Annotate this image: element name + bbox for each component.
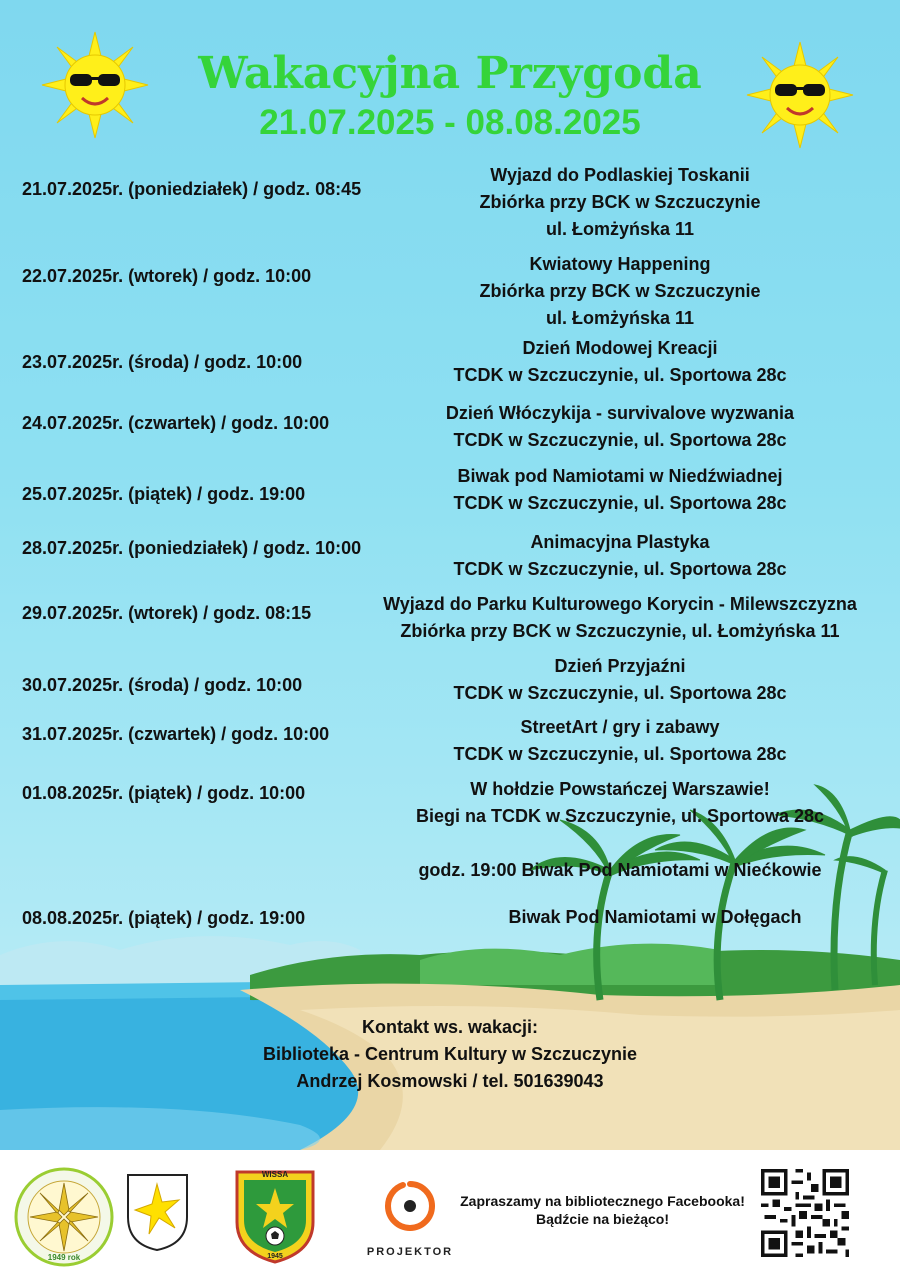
star-crest-icon (125, 1172, 190, 1252)
football-crest-icon (232, 1166, 318, 1264)
event-date: 22.07.2025r. (wtorek) / godz. 10:00 (22, 266, 312, 286)
event-description: Biwak Pod Namiotami w Dołęgach (508, 907, 802, 927)
contact-heading: Kontakt ws. wakacji: (361, 1017, 539, 1037)
event-description: W hołdzie Powstańczej Warszawie! Biegi na TCDK w Szczuczynie, ul. Sportowa 28c godz. 19:00 Biwak Pod Namiotami w Niećkowie (415, 779, 825, 880)
event-description: Kwiatowy Happening Zbiórka przy BCK w Szczuczynie ul. Łomżyńska 11 (479, 254, 761, 328)
event-description: Wyjazd do Podlaskiej Toskanii Zbiórka przy BCK w Szczuczynie ul. Łomżyńska 11 (479, 165, 761, 239)
event-description: Dzień Przyjaźni TCDK w Szczuczynie, ul. Sportowa 28c (453, 656, 787, 703)
event-date: 01.08.2025r. (piątek) / godz. 10:00 (22, 783, 306, 803)
poster-title: Wakacyjna Przygoda (198, 48, 702, 99)
event-description: Biwak pod Namiotami w Niedźwiadnej TCDK w Szczuczynie, ul. Sportowa 28c (453, 466, 787, 513)
facebook-invite-line2: Bądźcie na bieżąco! (535, 1211, 670, 1227)
crest-year: 1945 (267, 1253, 283, 1260)
event-description: Wyjazd do Parku Kulturowego Korycin - Milewszczyzna Zbiórka przy BCK w Szczuczynie, ul. Łomżyńska 11 (383, 594, 857, 641)
event-date: 21.07.2025r. (poniedziałek) / godz. 08:45 (22, 179, 362, 199)
event-date: 08.08.2025r. (piątek) / godz. 19:00 (22, 908, 306, 928)
event-description: Animacyjna Plastyka TCDK w Szczuczynie, ul. Sportowa 28c (453, 532, 787, 579)
event-date: 29.07.2025r. (wtorek) / godz. 08:15 (22, 603, 312, 623)
projektor-label: PROJEKTOR (366, 1246, 454, 1258)
event-date: 24.07.2025r. (czwartek) / godz. 10:00 (22, 413, 330, 433)
poster-period: 21.07.2025 - 08.08.2025 (259, 103, 641, 142)
event-description: Dzień Włóczykija - survivalove wyzwania TCDK w Szczuczynie, ul. Sportowa 28c (445, 403, 795, 450)
contact-block (200, 1014, 700, 1095)
contact-person: Andrzej Kosmowski / tel. 501639043 (296, 1071, 604, 1091)
event-description: Dzień Modowej Kreacji TCDK w Szczuczynie, ul. Sportowa 28c (453, 338, 787, 385)
event-description: StreetArt / gry i zabawy TCDK w Szczuczynie, ul. Sportowa 28c (453, 717, 787, 764)
event-date: 30.07.2025r. (środa) / godz. 10:00 (22, 675, 303, 695)
event-date: 31.07.2025r. (czwartek) / godz. 10:00 (22, 724, 330, 744)
qr-code-icon[interactable] (757, 1163, 853, 1263)
facebook-invite (455, 1192, 750, 1228)
projektor-logo-icon (370, 1172, 450, 1242)
bck-logo-year: 1949 rok (47, 1253, 81, 1262)
contact-organization: Biblioteka - Centrum Kultury w Szczuczynie (262, 1044, 638, 1064)
bck-logo (12, 1165, 117, 1270)
event-date: 25.07.2025r. (piątek) / godz. 19:00 (22, 484, 306, 504)
event-date: 28.07.2025r. (poniedziałek) / godz. 10:00 (22, 538, 362, 558)
facebook-invite-line1: Zapraszamy na bibliotecznego Facebooka! (460, 1193, 745, 1209)
crest-name: WISSA (261, 1170, 289, 1179)
event-date: 23.07.2025r. (środa) / godz. 10:00 (22, 352, 303, 372)
